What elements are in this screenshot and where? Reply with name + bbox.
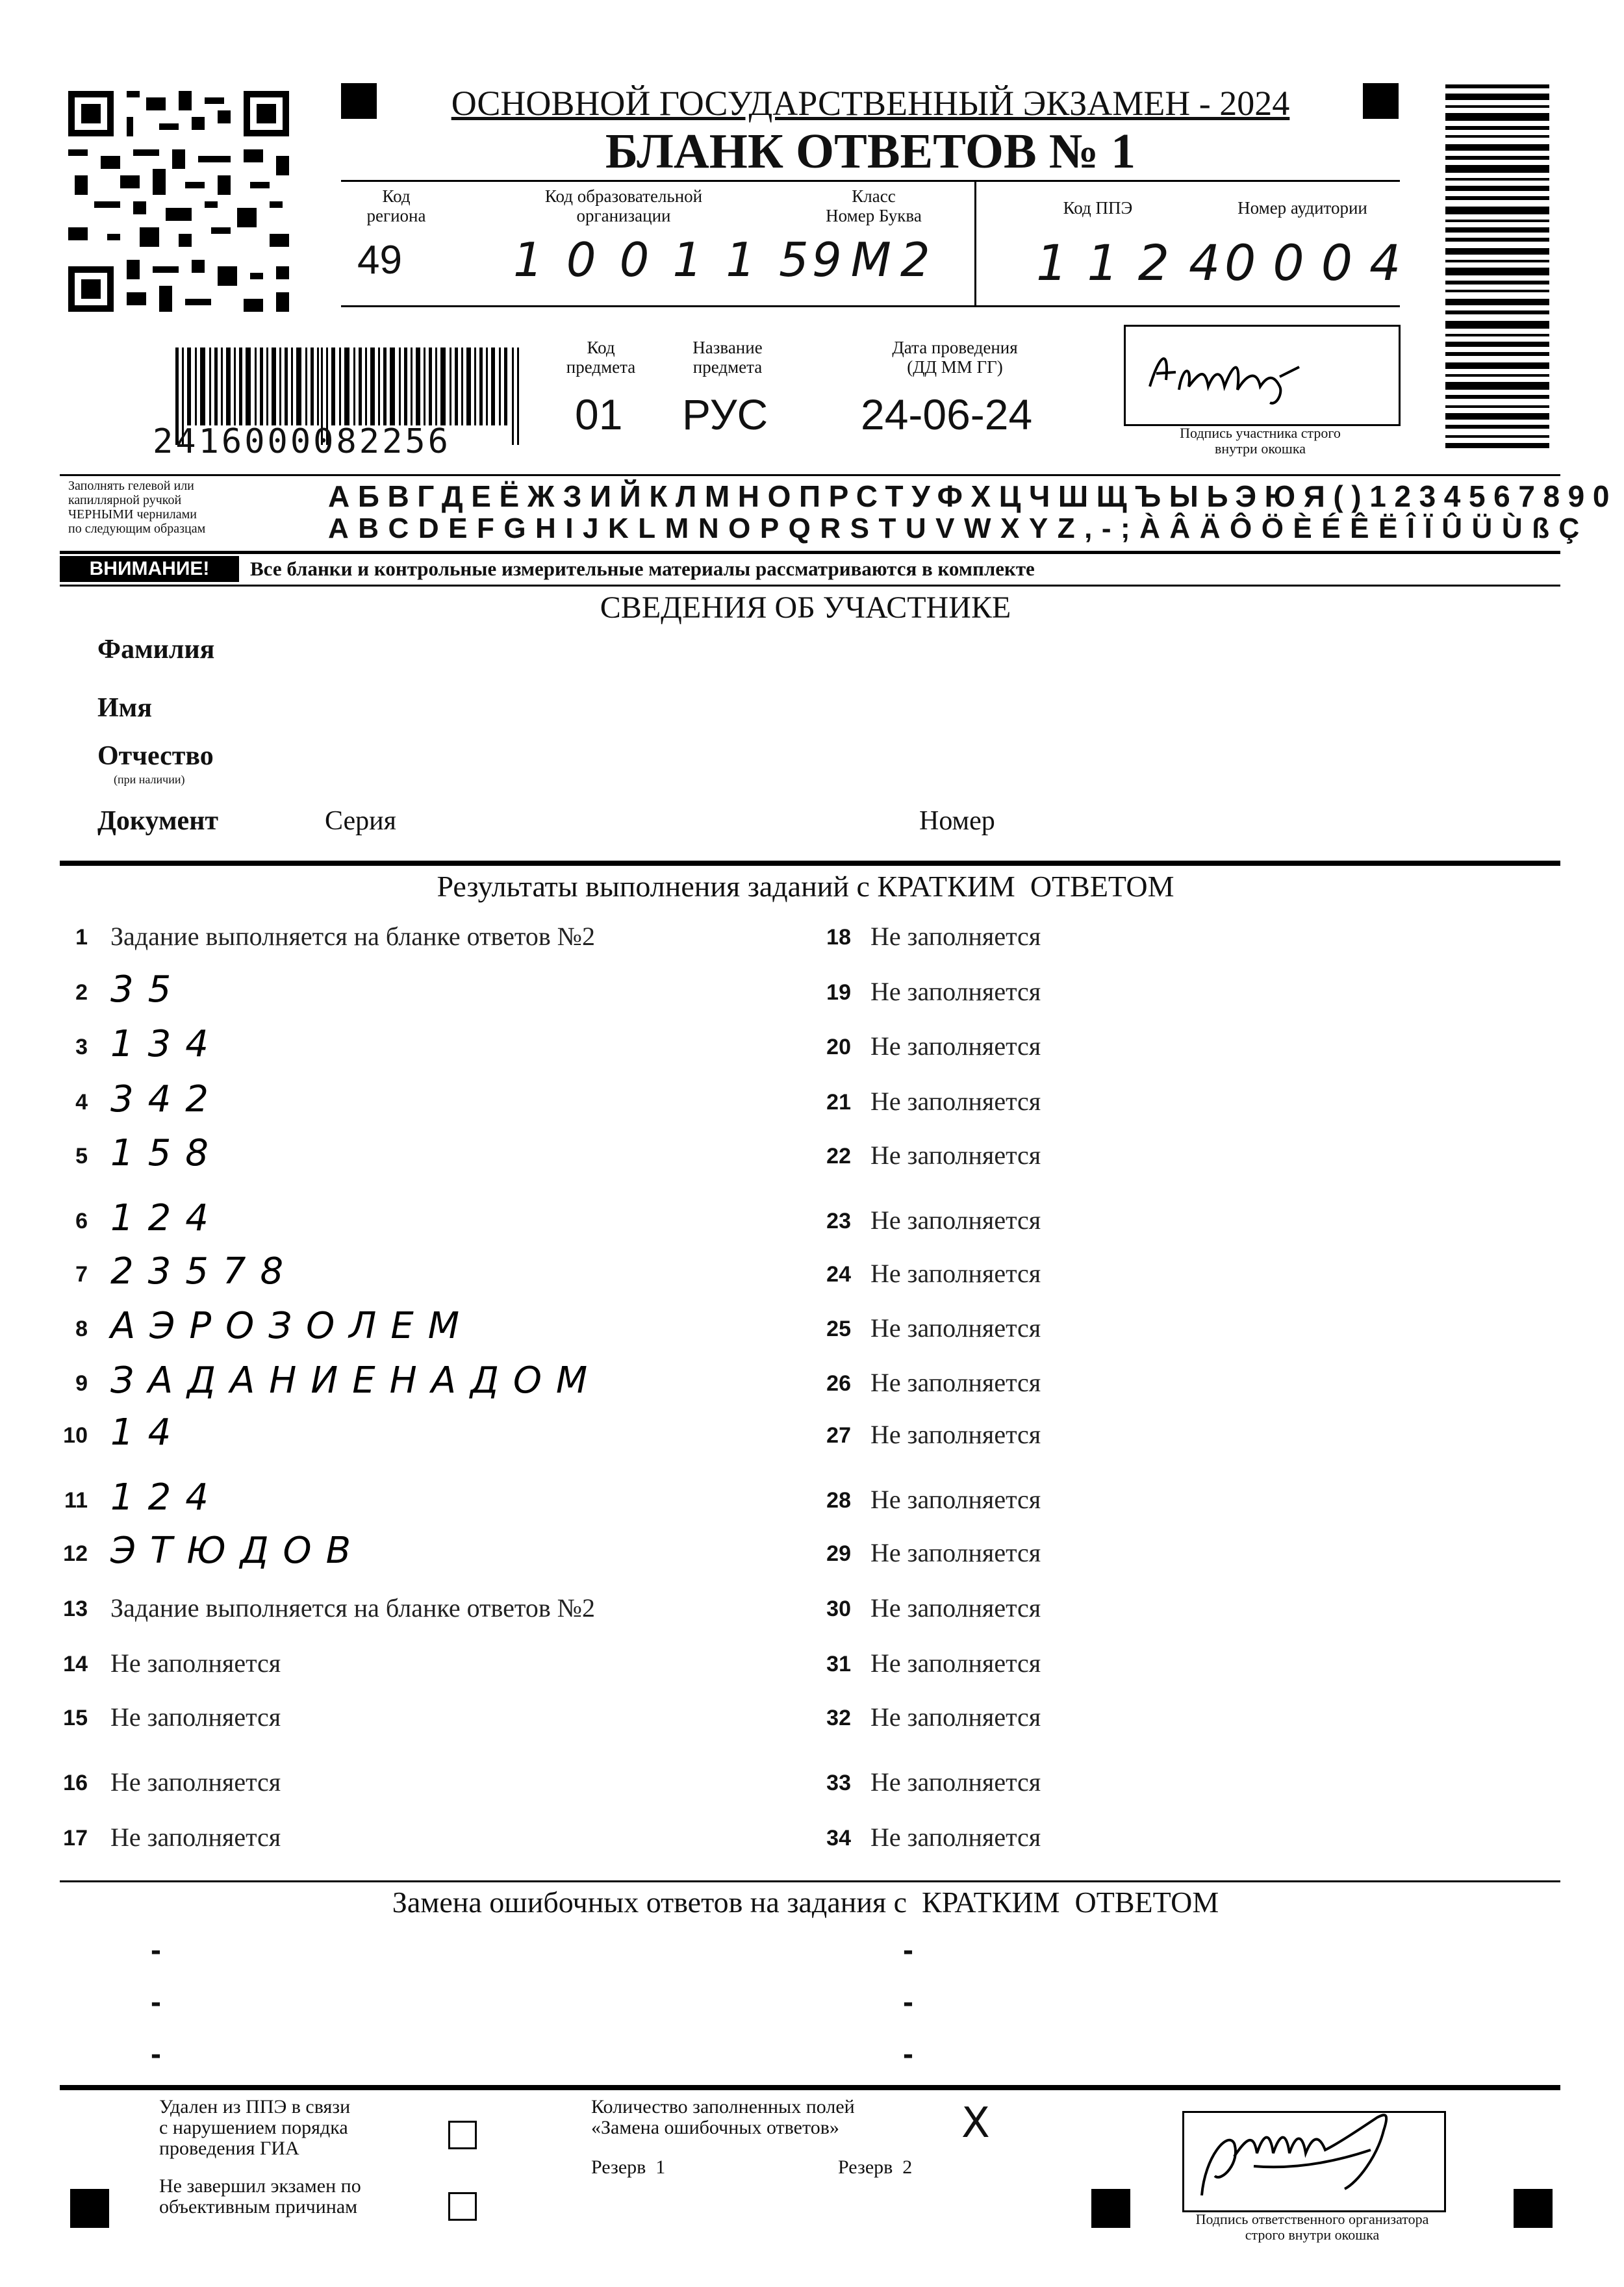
answer-number: 1 [75,925,88,950]
answer-number: 30 [826,1597,851,1621]
org-label: Код образовательной организации [544,186,703,225]
sample-instruction: Заполнять гелевой или капиллярной ручкой ЧЕРНЫМИ чернилами по следующим образцам [68,479,206,536]
answer-number: 25 [826,1317,851,1341]
replacement-dash[interactable]: - [151,1985,161,2019]
answer-number: 21 [826,1090,851,1115]
answer-number: 20 [826,1035,851,1059]
barcode-number: 2416000082256 [153,422,451,461]
replacement-title: Замена ошибочных ответов на задания с КРАТКИМ ОТВЕТОМ [392,1886,1219,1919]
class-label: Класс Номер Буква [826,186,922,225]
answer-number: 8 [75,1317,88,1341]
answer-note: Не заполняется [870,1767,1041,1797]
participant-signature-icon [1143,341,1325,412]
alignment-marker [1363,83,1399,119]
attention-badge: ВНИМАНИЕ! [60,556,239,582]
answer-field[interactable]: 23578 [110,1250,298,1293]
answer-number: 27 [826,1423,851,1448]
alignment-marker [341,83,377,119]
answer-note: Не заполняется [110,1767,281,1797]
answer-note: Не заполняется [870,1141,1041,1170]
answer-note: Не заполняется [870,977,1041,1006]
answer-note: Задание выполняется на бланке ответов №2 [110,922,595,951]
surname-label: Фамилия [97,635,215,664]
answer-number: 15 [63,1706,88,1730]
replacement-dash[interactable]: - [903,1985,913,2019]
subject-code-value: 01 [575,390,623,438]
answer-number: 19 [826,980,851,1005]
number-label: Номер [919,806,995,836]
removed-checkbox[interactable] [448,2121,477,2149]
alignment-marker [70,2189,109,2228]
answer-field[interactable]: 342 [110,1078,223,1120]
organizer-signature-caption: Подпись ответственного организатора строго внутри окошка [1195,2211,1429,2243]
answer-number: 2 [75,980,88,1005]
answer-note: Не заполняется [870,1593,1041,1623]
patronymic-note: (при наличии) [114,773,185,786]
number-field[interactable] [1026,802,1481,841]
room-value: 0004 [1224,234,1418,292]
removed-label: Удален из ППЭ в связи с нарушением порядка проведения ГИА [159,2096,351,2159]
answer-note: Не заполняется [870,1538,1041,1567]
answer-number: 6 [75,1209,88,1233]
answer-note: Не заполняется [870,1702,1041,1732]
answer-field[interactable]: 134 [110,1023,223,1065]
answer-number: 33 [826,1771,851,1795]
answer-number: 13 [63,1597,88,1621]
answer-number: 34 [826,1826,851,1851]
organizer-signature-icon [1189,2104,1436,2208]
class-value: 9М2 [812,233,939,287]
answer-note: Задание выполняется на бланке ответов №2 [110,1593,595,1623]
series-label: Серия [325,806,396,836]
answer-number: 32 [826,1706,851,1730]
answer-number: 24 [826,1262,851,1287]
ppe-value: 1124 [1036,234,1240,292]
answer-field[interactable]: 124 [110,1197,223,1239]
name-label: Имя [97,693,152,723]
not-finished-label: Не завершил экзамен по объективным причинам [159,2175,361,2218]
answer-number: 23 [826,1209,851,1233]
answer-number: 28 [826,1488,851,1513]
series-field[interactable] [422,802,877,841]
form-title: БЛАНК ОТВЕТОВ № 1 [605,124,1136,179]
answer-number: 5 [75,1144,88,1169]
org-value: 100115 [513,233,832,287]
side-barcode-icon [1445,84,1549,461]
exam-title: ОСНОВНОЙ ГОСУДАРСТВЕННЫЙ ЭКЗАМЕН - 2024 [451,84,1290,123]
answer-note: Не заполняется [870,1031,1041,1061]
answer-note: Не заполняется [870,1485,1041,1514]
answer-number: 7 [75,1262,88,1287]
answer-note: Не заполняется [870,1313,1041,1343]
name-field[interactable] [312,689,1481,727]
ppe-label: Код ППЭ [1063,198,1133,218]
answer-number: 4 [75,1090,88,1115]
answer-note: Не заполняется [870,1368,1041,1397]
region-label: Код региона [366,186,426,225]
room-label: Номер аудитории [1237,198,1367,218]
answer-number: 14 [63,1652,88,1676]
replacement-dash[interactable]: - [151,2037,161,2071]
answer-note: Не заполняется [870,1420,1041,1449]
answer-note: Не заполняется [110,1702,281,1732]
answer-note: Не заполняется [870,1087,1041,1116]
alignment-marker [1514,2189,1553,2228]
reserve-1-label: Резерв 1 [591,2156,666,2178]
answer-number: 12 [63,1541,88,1566]
participant-signature-caption: Подпись участника строго внутри окошка [1180,425,1341,457]
answer-note: Не заполняется [110,1823,281,1852]
answer-number: 17 [63,1826,88,1851]
results-title: Результаты выполнения заданий с КРАТКИМ ОТВЕТОМ [437,870,1174,903]
alignment-marker [1091,2189,1130,2228]
patronymic-label: Отчество [97,741,214,771]
date-label: Дата проведения (ДД ММ ГГ) [892,338,1018,377]
reserve-2-label: Резерв 2 [838,2156,913,2178]
replacement-dash[interactable]: - [151,1933,161,1967]
answer-field[interactable]: 35 [110,968,186,1011]
answer-number: 31 [826,1652,851,1676]
sample-line-cyrillic: АБВГДЕЁЖЗИЙКЛМНОПРСТУФХЦЧШЩЪЫЬЭЮЯ()1234567890 [328,479,1618,513]
attention-text: Все бланки и контрольные измерительные материалы рассматриваются в комплекте [250,557,1035,580]
region-value: 49 [357,238,402,283]
subject-name-value: РУС [682,390,768,438]
replacement-count-label: Количество заполненных полей «Замена ошибочных ответов» [591,2096,855,2138]
answer-note: Не заполняется [110,1649,281,1678]
answer-field[interactable]: АЭРОЗОЛЕМ [110,1305,474,1347]
not-finished-checkbox[interactable] [448,2192,477,2221]
answer-field[interactable]: 124 [110,1476,223,1519]
answer-note: Не заполняется [870,922,1041,951]
answer-field[interactable]: 14 [110,1411,186,1454]
subject-name-label: Название предмета [692,338,763,377]
replacement-count-value[interactable]: X [961,2099,990,2147]
document-label: Документ [97,806,219,836]
answer-field[interactable]: ЭТЮДОВ [110,1530,366,1572]
replacement-dash[interactable]: - [903,2037,913,2071]
answer-number: 26 [826,1371,851,1396]
answer-field[interactable]: 158 [110,1132,223,1174]
answer-note: Не заполняется [870,1649,1041,1678]
answer-number: 10 [63,1423,88,1448]
sample-line-latin: ABCDEFGHIJKLMNOPQRSTUVWXYZ,-;ÀÂÄÔÖÈÉÊËÎÏÛÜÙßÇ [328,512,1589,544]
answer-note: Не заполняется [870,1259,1041,1288]
answer-number: 18 [826,925,851,950]
replacement-dash[interactable]: - [903,1933,913,1967]
qr-code-icon [62,84,296,318]
date-value: 24-06-24 [861,390,1033,438]
patronymic-field[interactable] [312,737,1481,776]
answer-number: 9 [75,1371,88,1396]
answer-note: Не заполняется [870,1206,1041,1235]
answer-number: 22 [826,1144,851,1169]
answer-number: 16 [63,1771,88,1795]
answer-number: 3 [75,1035,88,1059]
answer-number: 11 [64,1488,88,1513]
answer-field[interactable]: ЗАДАНИЕНАДОМ [110,1359,602,1402]
subject-code-label: Код предмета [566,338,636,377]
participant-title: СВЕДЕНИЯ ОБ УЧАСТНИКЕ [600,590,1011,625]
answer-note: Не заполняется [870,1823,1041,1852]
answer-number: 29 [826,1541,851,1566]
surname-field[interactable] [312,630,1481,669]
